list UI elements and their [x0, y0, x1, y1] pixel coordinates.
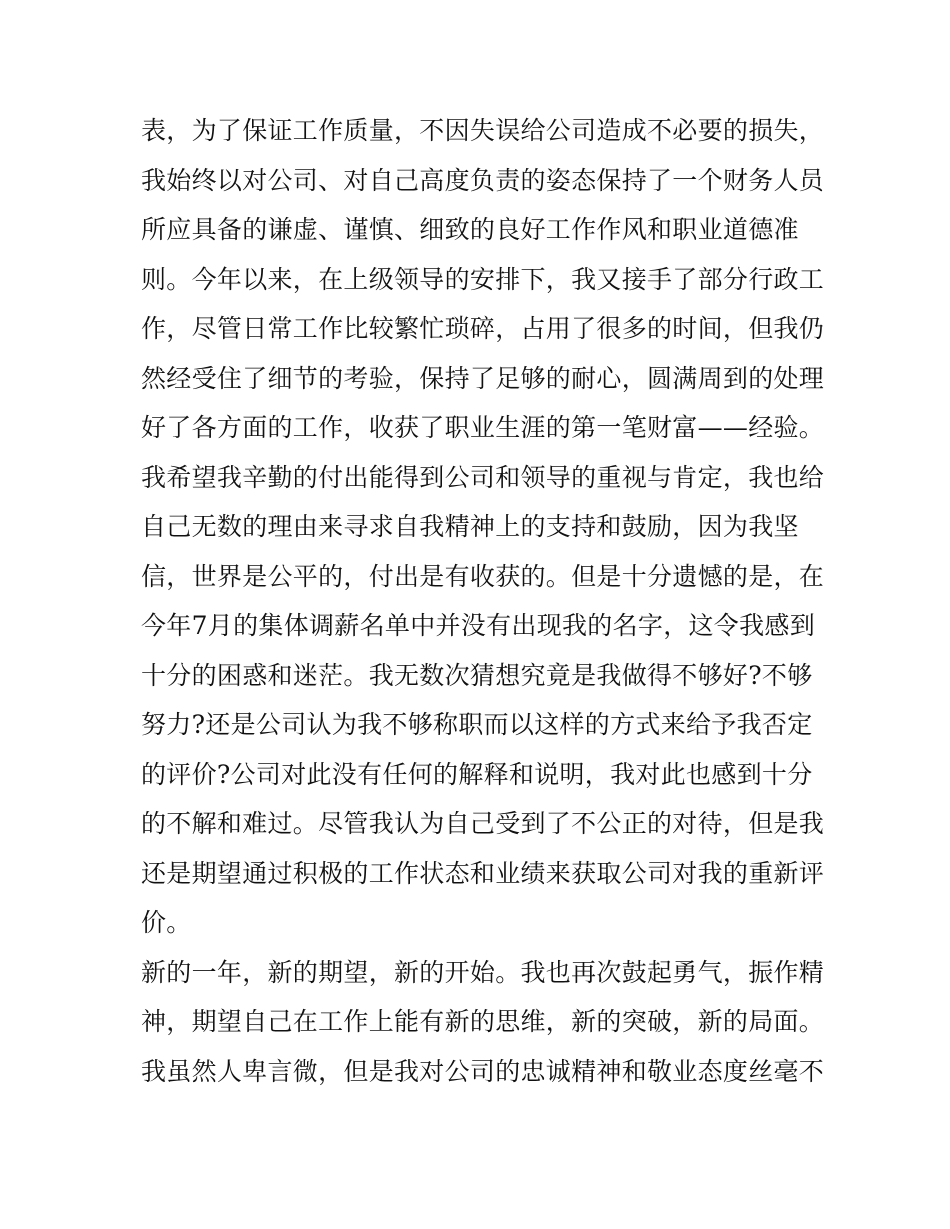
text-line: 我希望我辛勤的付出能得到公司和领导的重视与肯定，我也给	[141, 462, 825, 492]
text-line: 的不解和难过。尽管我认为自己受到了不公正的对待，但是我	[141, 809, 825, 838]
text-line: 今年7月的集体调薪名单中并没有出现我的名字，这令我感到	[141, 611, 816, 640]
text-line: 信，世界是公平的，付出是有收获的。但是十分遗憾的是，在	[141, 561, 825, 591]
text-line: 我始终以对公司、对自己高度负责的姿态保持了一个财务人员	[141, 165, 825, 195]
text-line: 神，期望自己在工作上能有新的思维，新的突破，新的局面。	[141, 1007, 825, 1036]
text-line: 自己无数的理由来寻求自我精神上的支持和鼓励，因为我坚	[141, 512, 799, 541]
text-line: 的评价?公司对此没有任何的解释和说明，我对此也感到十分	[141, 759, 813, 789]
text-line: 新的一年，新的期望，新的开始。我也再次鼓起勇气，振作精	[141, 957, 825, 987]
text-line: 然经受住了细节的考验，保持了足够的耐心，圆满周到的处理	[141, 363, 825, 393]
text-line: 所应具备的谦虚、谨慎、细致的良好工作作风和职业道德准	[141, 215, 799, 244]
text-line: 还是期望通过积极的工作状态和业绩来获取公司对我的重新评	[141, 858, 825, 888]
text-line: 好了各方面的工作，收获了职业生涯的第一笔财富——经验。	[141, 413, 825, 442]
text-line: 努力?还是公司认为我不够称职而以这样的方式来给予我否定	[141, 710, 813, 739]
body-text	[141, 106, 825, 1096]
text-line: 我虽然人卑言微，但是我对公司的忠诚精神和敬业态度丝毫不	[141, 1056, 825, 1086]
text-line: 则。今年以来，在上级领导的安排下，我又接手了部分行政工	[141, 264, 825, 294]
text-line: 价。	[141, 908, 192, 937]
text-line: 作，尽管日常工作比较繁忙琐碎，占用了很多的时间，但我仍	[141, 314, 825, 343]
text-line: 表，为了保证工作质量，不因失误给公司造成不必要的损失，	[141, 116, 825, 145]
text-line: 十分的困惑和迷茫。我无数次猜想究竟是我做得不够好?不够	[141, 660, 813, 690]
